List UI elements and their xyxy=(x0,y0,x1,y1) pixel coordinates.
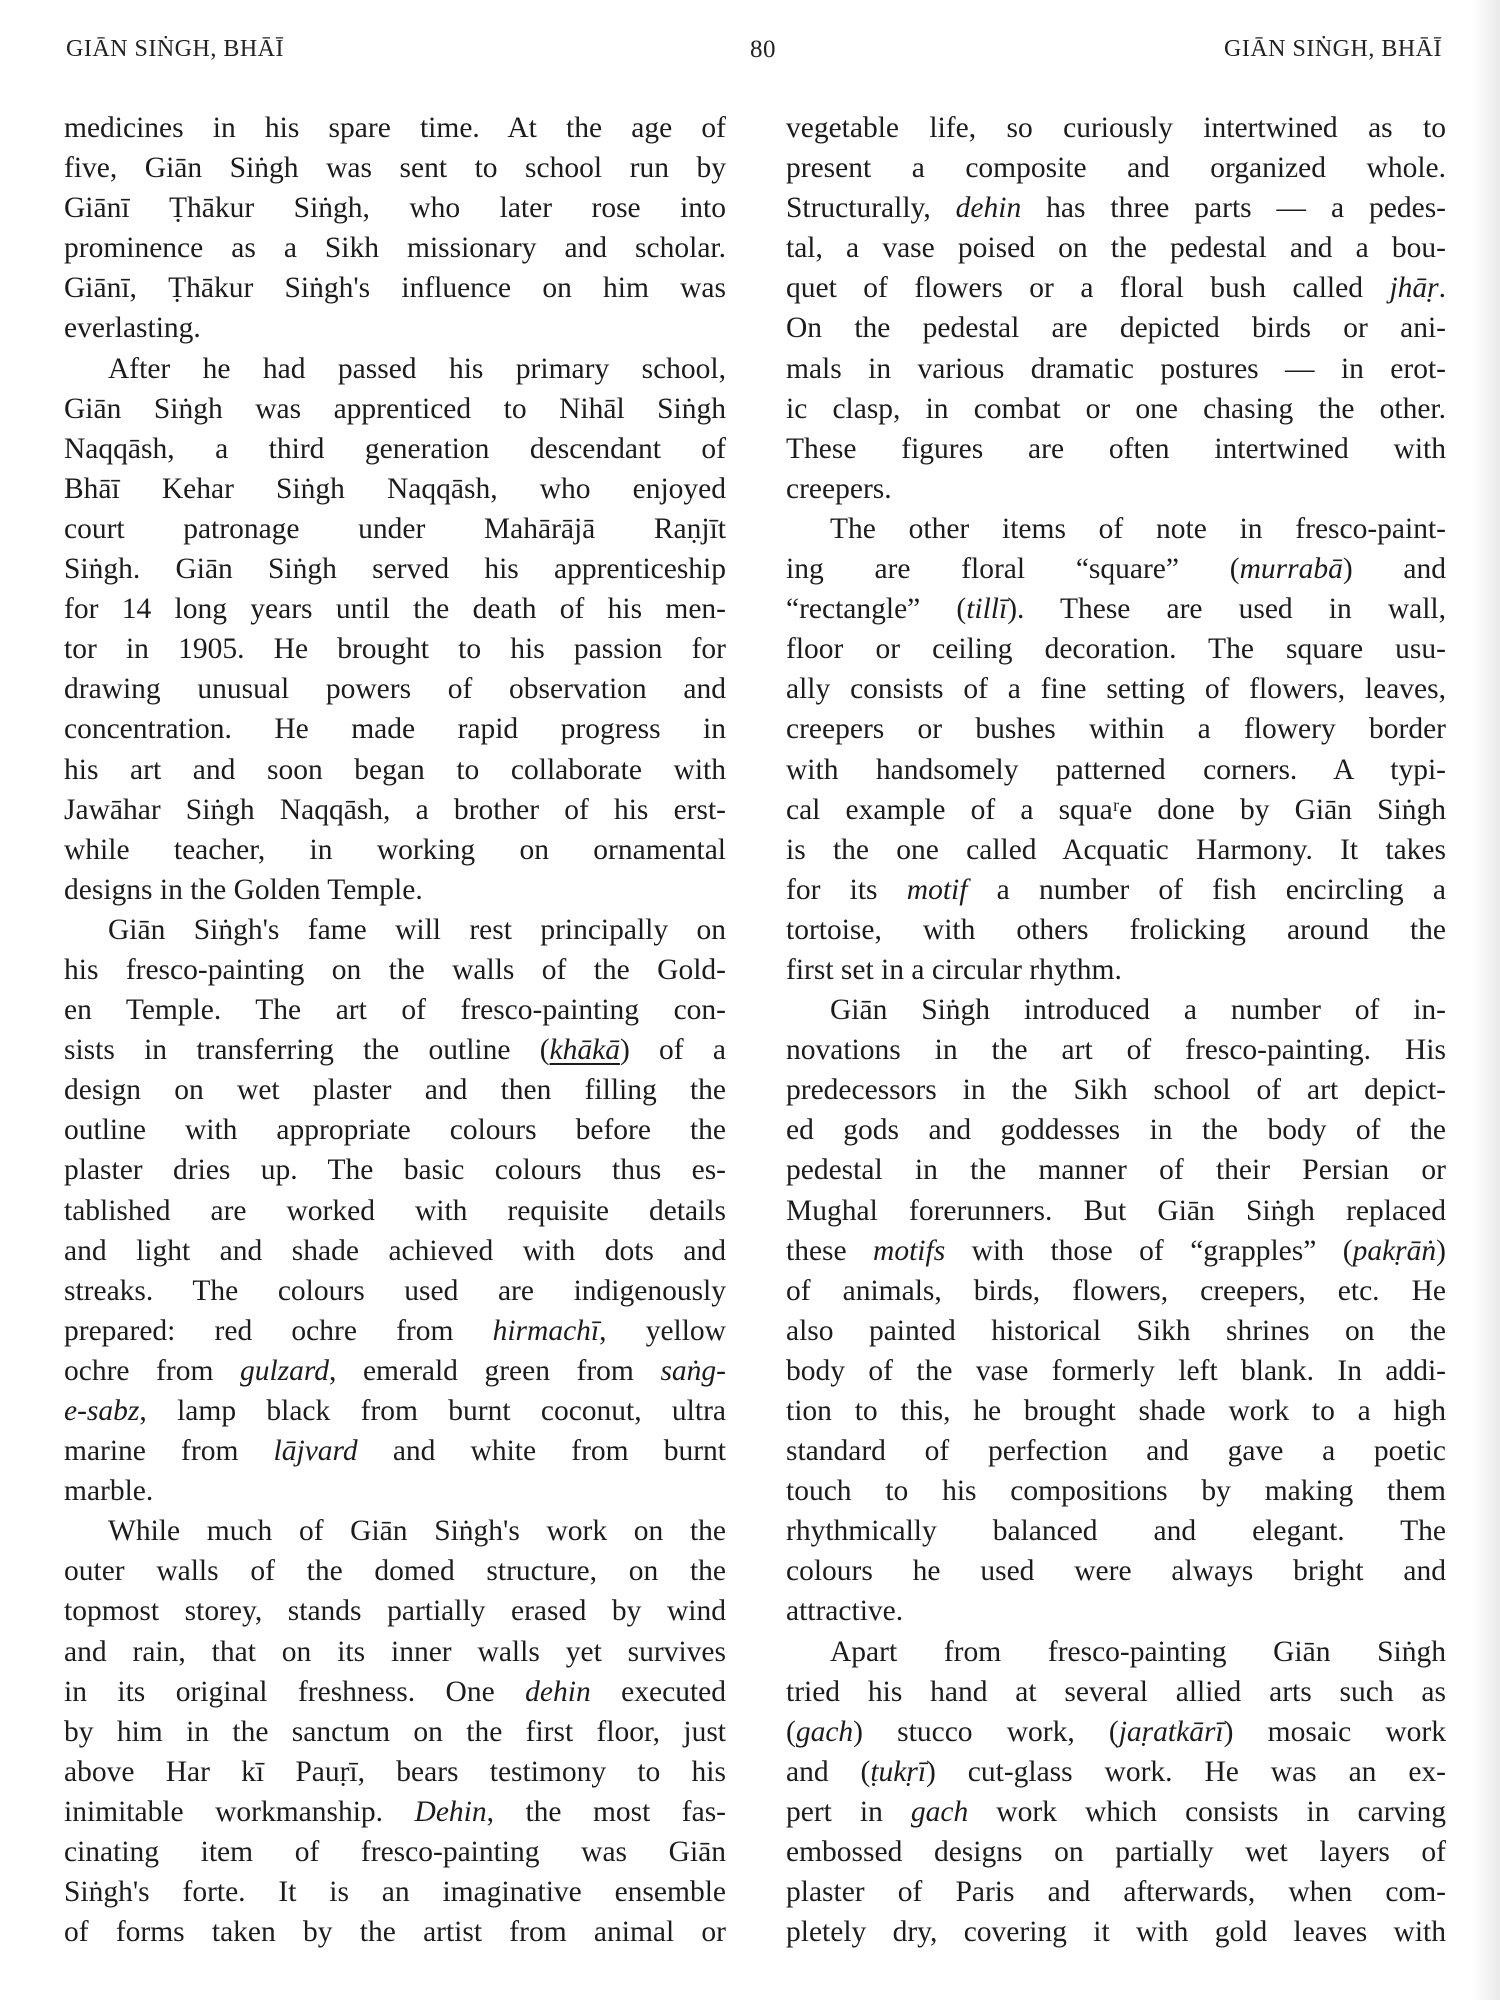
line-text: vegetable life, so curiously intertwined as to xyxy=(786,112,1446,144)
left-column xyxy=(64,108,726,1952)
italic-term: jhāṛ xyxy=(1389,272,1439,305)
line-text: These figures are often intertwined with xyxy=(786,432,1446,465)
italic-term: gach xyxy=(795,1715,854,1748)
text-line xyxy=(64,469,726,509)
text-line xyxy=(786,1231,1446,1271)
line-text: Giānī, Ṭhākur Siṅgh's influence on him was xyxy=(64,272,726,305)
text-line xyxy=(64,308,726,348)
line-text: first set in a circular rhythm. xyxy=(786,953,1122,986)
text-line xyxy=(786,950,1446,990)
text-line xyxy=(786,469,1446,509)
text-line xyxy=(786,589,1446,629)
line-text: , emerald green from xyxy=(329,1354,661,1387)
line-text: ochre from xyxy=(64,1354,240,1387)
line-text: , the most fas- xyxy=(486,1795,726,1828)
line-text: . xyxy=(1438,272,1446,305)
line-text: body of the vase formerly left blank. In addi- xyxy=(786,1354,1446,1387)
line-text: pedestal in the manner of their Persian or xyxy=(786,1154,1446,1187)
text-line xyxy=(786,1110,1446,1150)
text-line xyxy=(64,750,726,790)
text-line xyxy=(64,669,726,709)
line-text: and white from burnt xyxy=(357,1435,727,1468)
text-line xyxy=(786,1511,1446,1551)
italic-term: lājvard xyxy=(273,1435,358,1468)
line-text: streaks. The colours used are indigenously xyxy=(64,1274,726,1307)
text-line xyxy=(64,950,726,990)
text-line xyxy=(786,750,1446,790)
text-line xyxy=(64,1271,726,1311)
line-text: with handsomely patterned corners. A typi- xyxy=(786,753,1446,786)
text-line xyxy=(786,349,1446,389)
text-line xyxy=(786,228,1446,268)
line-text: novations in the art of fresco-painting. His xyxy=(786,1034,1446,1067)
line-text: attractive. xyxy=(786,1595,904,1628)
line-text: ally consists of a fine setting of flowers, leaves, xyxy=(786,673,1446,706)
line-text: tor in 1905. He brought to his passion for xyxy=(64,633,726,666)
line-text: embossed designs on partially wet layers of xyxy=(786,1836,1446,1869)
line-text: creepers or bushes within a flowery border xyxy=(786,713,1446,746)
line-text: ic clasp, in combat or one chasing the other. xyxy=(786,392,1446,425)
text-line xyxy=(64,1672,726,1712)
line-text: drawing unusual powers of observation and xyxy=(64,673,726,706)
line-text: has three parts — a pedes- xyxy=(1021,192,1446,225)
text-line xyxy=(786,148,1446,188)
line-text: marine from xyxy=(64,1435,274,1468)
line-text: creepers. xyxy=(786,472,892,505)
line-text: ) stucco work, ( xyxy=(853,1715,1119,1748)
italic-term: gach xyxy=(910,1795,969,1828)
line-text: and light and shade achieved with dots and xyxy=(64,1234,726,1267)
line-text: standard of perfection and gave a poetic xyxy=(786,1435,1446,1468)
text-line xyxy=(786,1672,1446,1712)
line-text: ed gods and goddesses in the body of the xyxy=(786,1114,1446,1147)
text-line xyxy=(64,509,726,549)
italic-term: Dehin xyxy=(414,1795,487,1828)
line-text: While much of Giān Siṅgh's work on the xyxy=(108,1515,726,1548)
line-text: sists in transferring the outline ( xyxy=(64,1034,550,1067)
line-text: Giān Siṅgh introduced a number of in- xyxy=(830,994,1446,1027)
line-text: ) mosaic work xyxy=(1223,1715,1447,1748)
line-text: ( xyxy=(786,1715,796,1748)
line-text: ) xyxy=(1436,1234,1446,1267)
text-line xyxy=(786,1712,1446,1752)
italic-term: murrabā xyxy=(1239,553,1343,586)
line-text: tortoise, with others frolicking around the xyxy=(786,913,1446,946)
text-line xyxy=(786,1792,1446,1832)
text-line xyxy=(64,268,726,308)
text-line xyxy=(64,1191,726,1231)
text-line xyxy=(64,1712,726,1752)
line-text: is the one called Acquatic Harmony. It takes xyxy=(786,833,1446,866)
line-text: en Temple. The art of fresco-painting con- xyxy=(64,994,726,1027)
line-text: above Har kī Pauṛī, bears testimony to his xyxy=(64,1755,726,1788)
italic-term: saṅg- xyxy=(660,1354,726,1387)
page-edge-shadow xyxy=(1472,0,1500,2000)
line-text: executed xyxy=(590,1675,726,1708)
line-text: designs in the Golden Temple. xyxy=(64,873,423,906)
text-line xyxy=(64,1311,726,1351)
italic-term: motif xyxy=(906,873,968,906)
line-text: , yellow xyxy=(599,1314,726,1347)
line-text: rhythmically balanced and elegant. The xyxy=(786,1515,1446,1548)
page-number: 80 xyxy=(750,36,776,63)
text-line xyxy=(64,429,726,469)
line-text: plaster dries up. The basic colours thus es- xyxy=(64,1154,726,1187)
text-line xyxy=(64,1752,726,1792)
line-text: court patronage under Mahārājā Raṇjīt xyxy=(64,512,726,545)
line-text: tal, a vase poised on the pedestal and a bou- xyxy=(786,232,1446,265)
text-line xyxy=(64,790,726,830)
text-line xyxy=(64,1030,726,1070)
text-line xyxy=(64,990,726,1030)
text-line xyxy=(786,1471,1446,1511)
text-line xyxy=(786,870,1446,910)
line-text: touch to his compositions by making them xyxy=(786,1475,1446,1508)
text-line xyxy=(64,1431,726,1471)
text-line xyxy=(786,629,1446,669)
text-line xyxy=(64,709,726,749)
text-line xyxy=(64,1391,726,1431)
line-text: tablished are worked with requisite details xyxy=(64,1194,726,1227)
line-text: tried his hand at several allied arts such as xyxy=(786,1675,1446,1708)
line-text: prominence as a Sikh missionary and scholar. xyxy=(64,232,726,265)
running-head xyxy=(0,36,1500,70)
italic-term: e-sabz xyxy=(64,1395,140,1427)
text-line xyxy=(64,830,726,870)
text-line xyxy=(786,1271,1446,1311)
text-line xyxy=(64,228,726,268)
italic-term: jaṛatkārī xyxy=(1118,1715,1224,1748)
running-head-left: GIĀN SIṄGH, BHĀĪ xyxy=(66,36,284,62)
text-line xyxy=(64,1351,726,1391)
line-text: pletely dry, covering it with gold leaves with xyxy=(786,1916,1446,1949)
text-line xyxy=(64,629,726,669)
text-line xyxy=(786,1752,1446,1792)
text-line xyxy=(786,1391,1446,1431)
text-line xyxy=(786,1591,1446,1631)
line-text: Naqqāsh, a third generation descendant of xyxy=(64,432,726,465)
text-line xyxy=(786,1191,1446,1231)
line-text: colours he used were always bright and xyxy=(786,1555,1446,1588)
text-line xyxy=(786,1431,1446,1471)
line-text: After he had passed his primary school, xyxy=(108,352,726,385)
text-line xyxy=(64,1792,726,1832)
text-line xyxy=(786,1912,1446,1952)
line-text: in its original freshness. One xyxy=(64,1675,526,1708)
text-line xyxy=(64,1591,726,1631)
line-text: prepared: red ochre from xyxy=(64,1314,493,1347)
line-text: Giānī Ṭhākur Siṅgh, who later rose into xyxy=(64,192,726,225)
text-line xyxy=(64,870,726,910)
line-text: ing are floral “square” ( xyxy=(786,553,1240,586)
text-line xyxy=(64,910,726,950)
line-text: of forms taken by the artist from animal or xyxy=(64,1916,726,1949)
running-head-right: GIĀN SIṄGH, BHĀĪ xyxy=(1224,36,1442,62)
italic-term: dehin xyxy=(525,1675,591,1708)
line-text: Structurally, xyxy=(786,192,956,225)
line-text: a number of fish encircling a xyxy=(967,873,1446,906)
text-line xyxy=(786,1311,1446,1351)
text-line xyxy=(786,188,1446,228)
text-line xyxy=(786,429,1446,469)
line-text: work which consists in carving xyxy=(968,1795,1446,1828)
line-text: with those of “grapples” ( xyxy=(945,1234,1353,1267)
text-line xyxy=(64,108,726,148)
line-text: predecessors in the Sikh school of art depict- xyxy=(786,1074,1446,1107)
line-text: quet of flowers or a floral bush called xyxy=(786,272,1390,305)
line-text: Giān Siṅgh was apprenticed to Nihāl Siṅgh xyxy=(64,392,726,425)
text-line xyxy=(64,1150,726,1190)
line-text: outer walls of the domed structure, on the xyxy=(64,1555,726,1588)
line-text: these xyxy=(786,1234,874,1267)
text-line xyxy=(786,830,1446,870)
text-line xyxy=(64,1632,726,1672)
line-text: and ( xyxy=(786,1755,871,1788)
line-text: and rain, that on its inner walls yet survives xyxy=(64,1635,726,1668)
text-line xyxy=(786,1832,1446,1872)
text-line xyxy=(64,1912,726,1952)
text-line xyxy=(786,910,1446,950)
italic-term: motifs xyxy=(873,1234,946,1267)
right-column xyxy=(786,108,1446,1952)
text-line xyxy=(64,1110,726,1150)
line-text: by him in the sanctum on the first floor, just xyxy=(64,1715,726,1748)
text-line xyxy=(64,1471,726,1511)
line-text: tion to this, he brought shade work to a high xyxy=(786,1395,1446,1427)
line-text: medicines in his spare time. At the age of xyxy=(64,112,726,144)
line-text: for 14 long years until the death of his men- xyxy=(64,593,726,626)
text-line xyxy=(786,308,1446,348)
line-text: Bhāī Kehar Siṅgh Naqqāsh, who enjoyed xyxy=(64,472,726,505)
line-text: while teacher, in working on ornamental xyxy=(64,833,726,866)
line-text: marble. xyxy=(64,1475,154,1508)
text-line xyxy=(786,1030,1446,1070)
line-text: five, Giān Siṅgh was sent to school run by xyxy=(64,152,726,185)
text-line xyxy=(786,790,1446,830)
line-text: Giān Siṅgh's fame will rest principally on xyxy=(108,913,726,946)
text-line xyxy=(64,1231,726,1271)
italic-term: pakṛāṅ xyxy=(1352,1234,1437,1267)
line-text: concentration. He made rapid progress in xyxy=(64,713,726,746)
line-text: , lamp black from burnt coconut, ultra xyxy=(139,1395,726,1427)
line-text: On the pedestal are depicted birds or ani- xyxy=(786,312,1446,345)
text-line xyxy=(786,509,1446,549)
text-line xyxy=(786,990,1446,1030)
line-text: outline with appropriate colours before the xyxy=(64,1114,726,1147)
text-line xyxy=(786,1632,1446,1672)
text-line xyxy=(786,389,1446,429)
line-text: everlasting. xyxy=(64,312,201,345)
line-text: ) and xyxy=(1342,553,1447,586)
italic-term: hirmachī xyxy=(492,1314,600,1347)
text-line xyxy=(786,1070,1446,1110)
line-text: ) cut-glass work. He was an ex- xyxy=(926,1755,1446,1788)
line-text: inimitable workmanship. xyxy=(64,1795,415,1828)
line-text: cal example of a squaʳe done by Giān Siṅgh xyxy=(786,793,1446,826)
text-line xyxy=(64,349,726,389)
line-text: his fresco-painting on the walls of the Gold- xyxy=(64,953,726,986)
italic-term: tillī xyxy=(966,593,1008,626)
line-text: ). These are used in wall, xyxy=(1007,593,1446,626)
text-line xyxy=(64,1070,726,1110)
italic-term: gulzard xyxy=(239,1354,330,1387)
text-line xyxy=(786,108,1446,148)
text-line xyxy=(786,1872,1446,1912)
line-text: topmost storey, stands partially erased by wind xyxy=(64,1595,726,1628)
text-line xyxy=(64,1551,726,1591)
text-line xyxy=(786,549,1446,589)
italic-term: dehin xyxy=(955,192,1022,225)
line-text: Siṅgh's forte. It is an imaginative ensemble xyxy=(64,1876,726,1909)
line-text: pert in xyxy=(786,1795,911,1828)
text-line xyxy=(786,268,1446,308)
text-line xyxy=(786,709,1446,749)
line-text: of animals, birds, flowers, creepers, etc. He xyxy=(786,1274,1446,1307)
line-text: for its xyxy=(786,873,907,906)
text-line xyxy=(64,389,726,429)
text-line xyxy=(786,669,1446,709)
line-text: cinating item of fresco-painting was Giān xyxy=(64,1836,726,1869)
text-line xyxy=(64,1511,726,1551)
line-text: The other items of note in fresco-paint- xyxy=(830,512,1446,545)
line-text: his art and soon began to collaborate with xyxy=(64,753,726,786)
line-text: Mughal forerunners. But Giān Siṅgh replaced xyxy=(786,1194,1446,1227)
text-line xyxy=(786,1150,1446,1190)
line-text: mals in various dramatic postures — in erot- xyxy=(786,352,1446,385)
text-line xyxy=(64,1872,726,1912)
text-line xyxy=(64,549,726,589)
line-text: Siṅgh. Giān Siṅgh served his apprenticeship xyxy=(64,553,726,586)
italic-term: ṭukṛī xyxy=(870,1755,927,1788)
line-text: design on wet plaster and then filling the xyxy=(64,1074,726,1107)
text-line xyxy=(64,1832,726,1872)
line-text: Apart from fresco-painting Giān Siṅgh xyxy=(830,1635,1446,1668)
line-text: floor or ceiling decoration. The square usu- xyxy=(786,633,1446,666)
text-line xyxy=(64,188,726,228)
text-line xyxy=(64,148,726,188)
text-line xyxy=(786,1351,1446,1391)
line-text: “rectangle” ( xyxy=(786,593,967,626)
text-line xyxy=(64,589,726,629)
italic-term: khākā xyxy=(549,1034,620,1067)
text-line xyxy=(786,1551,1446,1591)
line-text: also painted historical Sikh shrines on the xyxy=(786,1314,1446,1347)
line-text: Jawāhar Siṅgh Naqqāsh, a brother of his erst- xyxy=(64,793,726,826)
line-text: ) of a xyxy=(619,1034,726,1067)
line-text: plaster of Paris and afterwards, when com- xyxy=(786,1876,1446,1909)
line-text: present a composite and organized whole. xyxy=(786,152,1446,185)
